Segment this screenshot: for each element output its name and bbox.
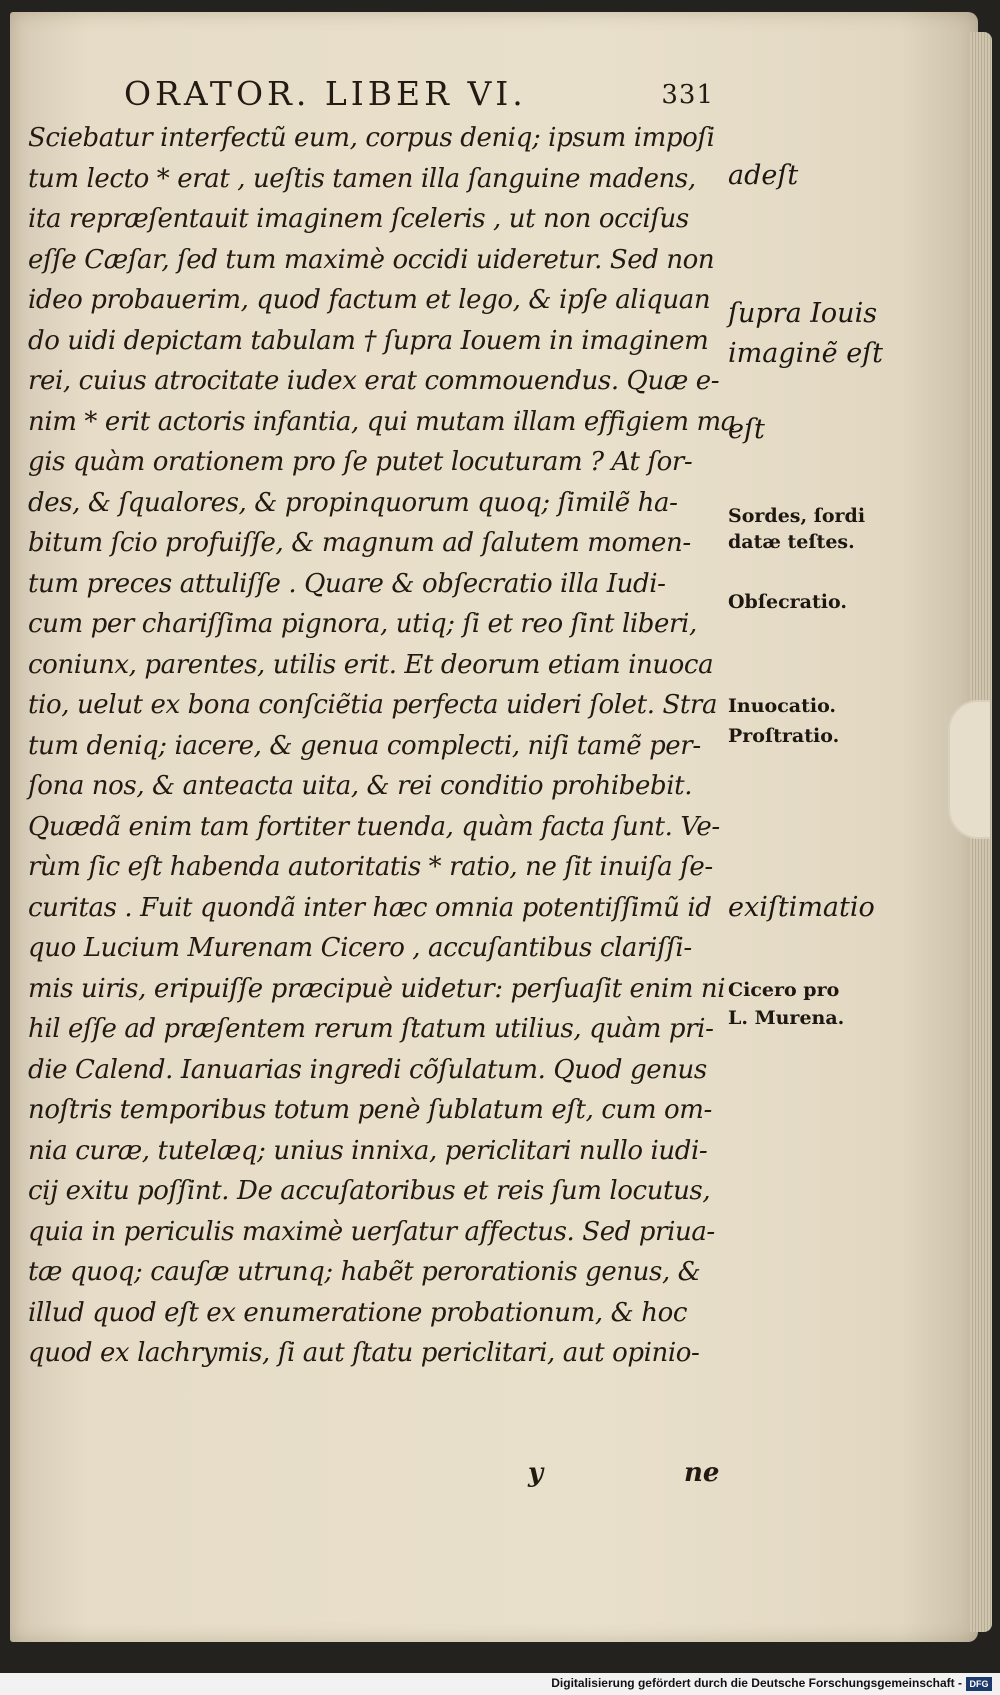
- text-line: des, & ſqualores, & propinquorum quoq; ſimilẽ ha-: [28, 487, 678, 518]
- text-line: noſtris temporibus totum penè ſublatum eſt, cum om-: [28, 1095, 712, 1125]
- footer-bar: [0, 1673, 1000, 1695]
- margin-note: adeſt: [728, 160, 799, 191]
- margin-note: eſt: [728, 414, 765, 445]
- text-line: coniunx, parentes, utilis erit. Et deorum etiam inuoca: [28, 649, 714, 680]
- margin-note: ſupra Iouis: [728, 298, 878, 329]
- text-line: quia in periculis maximè uerſatur affectus. Sed priua-: [28, 1216, 715, 1247]
- text-line: tio, uelut ex bona conſciẽtia perfecta uideri ſolet. Stra: [28, 690, 718, 720]
- dfg-logo: DFG: [966, 1677, 992, 1691]
- text-line: ſona nos, & anteacta uita, & rei conditio prohibebit.: [28, 771, 693, 801]
- text-line: mis uiris, eripuiſſe præcipuè uidetur: perſuaſit enim ni: [28, 973, 726, 1004]
- signature-mark: y: [528, 1458, 544, 1488]
- page-tab: [948, 700, 990, 839]
- text-line: die Calend. Ianuarias ingredi cõſulatum. Quod genus: [28, 1054, 707, 1085]
- margin-note: Sordes, ſordi: [728, 505, 866, 527]
- text-line: nia curæ, tutelæq; unius innixa, periclitari nullo iudi-: [28, 1135, 708, 1166]
- text-line: tæ quoq; cauſæ utrunq; habẽt perorationis genus, &: [28, 1257, 701, 1287]
- margin-note: Proſtratio.: [728, 725, 840, 747]
- text-line: cum per chariſſima pignora, utiq; ſi et reo ſint liberi,: [28, 609, 697, 639]
- text-line: Quædã enim tam fortiter tuenda, quàm facta ſunt. Ve-: [28, 811, 720, 842]
- margin-note: imaginẽ eſt: [728, 338, 884, 369]
- text-line: quod ex lachrymis, ſi aut ſtatu periclitari, aut opinio-: [28, 1338, 700, 1368]
- text-line: curitas . Fuit quondã inter hæc omnia potentiſſimũ id: [28, 892, 712, 923]
- margin-note: Cicero pro: [728, 979, 840, 1001]
- margin-note: datæ teſtes.: [728, 531, 855, 553]
- margin-note: exiſtimatio: [728, 892, 875, 923]
- funding-note: Digitalisierung gefördert durch die Deutsche Forschungsgemeinschaft -: [551, 1676, 962, 1690]
- catchword: ne: [684, 1458, 720, 1488]
- text-line: tum lecto * erat , ueſtis tamen illa ſanguine madens,: [28, 163, 696, 194]
- text-line: ita repræſentauit imaginem ſceleris , ut non occiſus: [28, 204, 689, 234]
- main-text: [28, 118, 736, 1374]
- header-title: ORATOR. LIBER VI.: [124, 74, 527, 113]
- margin-note: Inuocatio.: [728, 695, 837, 717]
- text-line: eſſe Cæſar, ſed tum maximè occidi uideretur. Sed non: [28, 244, 715, 275]
- running-header: [124, 70, 714, 118]
- text-line: illud quod eſt ex enumeratione probationum, & hoc: [28, 1297, 687, 1328]
- page-number: 331: [661, 80, 714, 110]
- text-line: gis quàm orationem pro ſe putet locuturam ? At ſor-: [28, 447, 693, 477]
- margin-note: Obſecratio.: [728, 591, 847, 613]
- text-line: rùm ſic eſt habenda autoritatis * ratio, ne ſit inuiſa ſe-: [28, 852, 713, 882]
- text-line: do uidi depictam tabulam † ſupra Iouem in imaginem: [28, 325, 709, 356]
- text-line: Sciebatur interfectũ eum, corpus deniq; ipsum impoſi: [28, 123, 715, 153]
- text-line: bitum ſcio profuiſſe, & magnum ad ſalutem momen-: [28, 528, 691, 558]
- text-line: tum preces attuliſſe . Quare & obſecratio illa Iudi-: [28, 568, 666, 599]
- text-line: ideo probauerim, quod factum et lego, & ipſe aliquan: [28, 285, 711, 315]
- text-line: cij exitu poſſint. De accuſatoribus et reis ſum locutus,: [28, 1176, 711, 1206]
- text-line: nim * erit actoris infantia, qui mutam illam effigiem ma: [28, 406, 736, 437]
- text-line: tum deniq; iacere, & genua complecti, niſi tamẽ per-: [28, 730, 701, 761]
- margin-note: L. Murena.: [728, 1007, 845, 1029]
- text-line: rei, cuius atrocitate iudex erat commouendus. Quæ e-: [28, 366, 720, 396]
- text-line: hil eſſe ad præſentem rerum ſtatum utilius, quàm pri-: [28, 1014, 714, 1044]
- text-line: quo Lucium Murenam Cicero , accuſantibus clariſſi-: [28, 933, 692, 963]
